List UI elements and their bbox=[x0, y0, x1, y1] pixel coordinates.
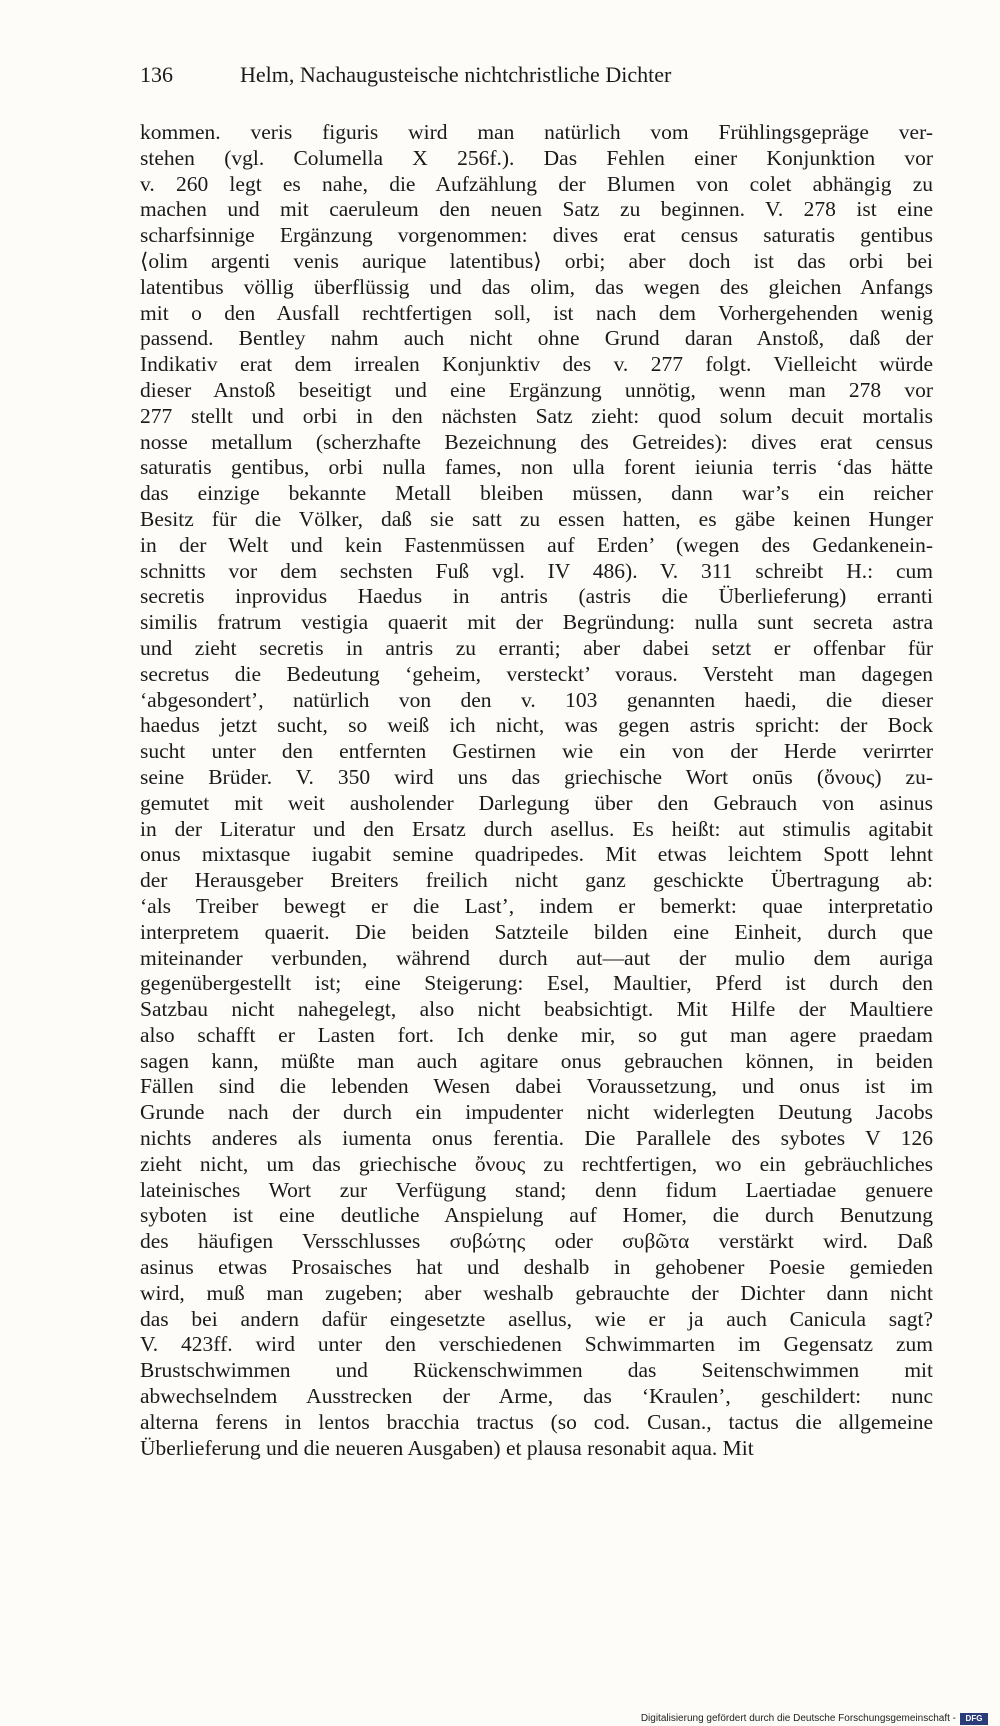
running-title: Helm, Nachaugusteische nichtchristliche Dichter bbox=[240, 62, 672, 87]
text-line: miteinander verbunden, während durch aut—aut der mulio dem auriga bbox=[140, 945, 933, 970]
text-line: onus mixtasque iugabit semine quadripedes. Mit etwas leichtem Spott lehnt bbox=[140, 842, 933, 867]
page-number: 136 bbox=[140, 62, 173, 87]
text-line: Brustschwimmen und Rückenschwimmen das Seitenschwimmen mit bbox=[140, 1358, 933, 1383]
text-line: gemutet mit weit ausholender Darlegung über den Gebrauch von asinus bbox=[140, 790, 933, 815]
text-line: similis fratrum vestigia quaerit mit der Begründung: nulla sunt secreta astra bbox=[140, 610, 933, 635]
text-line: ⟨olim argenti venis aurique latentibus⟩ orbi; aber doch ist das orbi bei bbox=[140, 248, 933, 273]
text-line: haedus jetzt sucht, so weiß ich nicht, was gegen astris spricht: der Bock bbox=[140, 713, 933, 738]
text-line: zieht nicht, um das griechische ὄνους zu rechtfertigen, wo ein gebräuchliches bbox=[140, 1151, 933, 1176]
text-line: machen und mit caeruleum den neuen Satz zu beginnen. V. 278 ist eine bbox=[140, 197, 933, 222]
body-text bbox=[140, 120, 933, 1461]
dfg-logo: DFG bbox=[960, 1713, 988, 1725]
text-line: der Herausgeber Breiters freilich nicht ganz geschickte Übertragung ab: bbox=[140, 868, 933, 893]
text-line: latentibus völlig überflüssig und das olim, das wegen des gleichen Anfangs bbox=[140, 274, 933, 299]
text-line: abwechselndem Ausstrecken der Arme, das ‘Kraulen’, geschildert: nunc bbox=[140, 1384, 933, 1409]
text-line: secretis inprovidus Haedus in antris (astris die Überlieferung) erranti bbox=[140, 584, 933, 609]
digitization-credit: Digitalisierung gefördert durch die Deutsche Forschungsgemeinschaft - bbox=[640, 1713, 956, 1724]
text-line: syboten ist eine deutliche Anspielung auf Homer, die durch Benutzung bbox=[140, 1203, 933, 1228]
text-line: also schafft er Lasten fort. Ich denke mir, so gut man agere praedam bbox=[140, 1022, 933, 1047]
text-line: das einzige bekannte Metall bleiben müssen, dann war’s ein reicher bbox=[140, 481, 933, 506]
text-line: lateinisches Wort zur Verfügung stand; denn fidum Laertiadae genuere bbox=[140, 1177, 933, 1202]
text-line: ‘abgesondert’, natürlich von den v. 103 genannten haedi, die dieser bbox=[140, 687, 933, 712]
text-line: 277 stellt und orbi in den nächsten Satz zieht: quod solum decuit mortalis bbox=[140, 403, 933, 428]
text-line: sucht unter den entfernten Gestirnen wie ein von der Herde verirrter bbox=[140, 739, 933, 764]
text-line: in der Literatur und den Ersatz durch asellus. Es heißt: aut stimulis agitabit bbox=[140, 816, 933, 841]
text-line: stehen (vgl. Columella X 256f.). Das Fehlen einer Konjunktion vor bbox=[140, 145, 933, 170]
text-line: mit o den Ausfall rechtfertigen soll, ist nach dem Vorhergehenden wenig bbox=[140, 300, 933, 325]
text-line: secretus die Bedeutung ‘geheim, versteckt’ voraus. Versteht man dagegen bbox=[140, 661, 933, 686]
page-header bbox=[140, 62, 930, 88]
text-line: scharfsinnige Ergänzung vorgenommen: dives erat census saturatis gentibus bbox=[140, 223, 933, 248]
text-line: ‘als Treiber bewegt er die Last’, indem er bemerkt: quae interpretatio bbox=[140, 893, 933, 918]
text-line: in der Welt und kein Fastenmüssen auf Erden’ (wegen des Gedankenein- bbox=[140, 532, 933, 557]
text-line: Überlieferung und die neueren Ausgaben) et plausa resonabit aqua. Mit bbox=[140, 1435, 754, 1460]
text-line: Indikativ erat dem irrealen Konjunktiv des v. 277 folgt. Vielleicht würde bbox=[140, 352, 933, 377]
text-line: Satzbau nicht nahegelegt, also nicht beabsichtigt. Mit Hilfe der Maultiere bbox=[140, 997, 933, 1022]
text-line: nichts anderes als iumenta onus ferentia. Die Parallele des sybotes V 126 bbox=[140, 1126, 933, 1151]
text-line: passend. Bentley nahm auch nicht ohne Grund daran Anstoß, daß der bbox=[140, 326, 933, 351]
text-line: sagen kann, müßte man auch agitare onus gebrauchen können, in beiden bbox=[140, 1048, 933, 1073]
text-line: des häufigen Versschlusses συβώτης oder συβῶτα verstärkt wird. Daß bbox=[140, 1229, 933, 1254]
text-line: Fällen sind die lebenden Wesen dabei Voraussetzung, und onus ist im bbox=[140, 1074, 933, 1099]
text-line: gegenübergestellt ist; eine Steigerung: Esel, Maultier, Pferd ist durch den bbox=[140, 971, 933, 996]
text-line: V. 423ff. wird unter den verschiedenen Schwimmarten im Gegensatz zum bbox=[140, 1332, 933, 1357]
text-line: und zieht secretis in antris zu erranti; aber dabei setzt er offenbar für bbox=[140, 635, 933, 660]
text-line: wird, muß man zugeben; aber weshalb gebrauchte der Dichter dann nicht bbox=[140, 1280, 933, 1305]
text-line: Besitz für die Völker, daß sie satt zu essen hatten, es gäbe keinen Hunger bbox=[140, 506, 933, 531]
text-line: dieser Anstoß beseitigt und eine Ergänzung unnötig, wenn man 278 vor bbox=[140, 377, 933, 402]
text-line: alterna ferens in lentos bracchia tractus (so cod. Cusan., tactus die allgemeine bbox=[140, 1409, 933, 1434]
text-line: saturatis gentibus, orbi nulla fames, non ulla forent ieiunia terris ‘das hätte bbox=[140, 455, 933, 480]
text-line: schnitts vor dem sechsten Fuß vgl. IV 486). V. 311 schreibt H.: cum bbox=[140, 558, 933, 583]
text-line: interpretem quaerit. Die beiden Satzteile bilden eine Einheit, durch que bbox=[140, 919, 933, 944]
text-line: asinus etwas Prosaisches hat und deshalb in gehobener Poesie gemieden bbox=[140, 1255, 933, 1280]
text-line: Grunde nach der durch ein impudenter nicht widerlegten Deutung Jacobs bbox=[140, 1100, 933, 1125]
text-line: seine Brüder. V. 350 wird uns das griechische Wort onūs (ὄνους) zu- bbox=[140, 764, 933, 789]
text-line: das bei andern dafür eingesetzte asellus, wie er ja auch Canicula sagt? bbox=[140, 1306, 933, 1331]
text-line: v. 260 legt es nahe, die Aufzählung der Blumen von colet abhängig zu bbox=[140, 171, 933, 196]
text-line: kommen. veris figuris wird man natürlich vom Frühlingsgepräge ver- bbox=[140, 120, 933, 144]
text-line: nosse metallum (scherzhafte Bezeichnung des Getreides): dives erat census bbox=[140, 429, 933, 454]
